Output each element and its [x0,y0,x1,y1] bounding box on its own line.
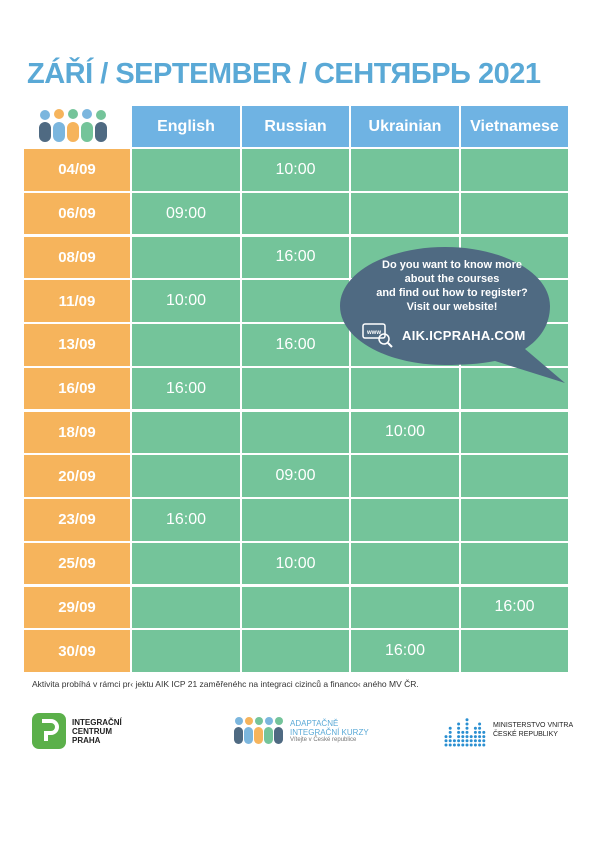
time-slot-vietnamese [461,630,568,672]
time-slot-russian [242,368,349,410]
time-slot-english: 16:00 [132,499,240,541]
time-slot-russian [242,587,349,629]
date-cell: 16/09 [24,368,130,410]
time-slot-english: 09:00 [132,193,240,235]
time-slot-vietnamese [461,412,568,454]
time-slot-ukrainian: 10:00 [351,412,459,454]
bubble-line: Visit our website! [406,301,498,313]
time-slot-ukrainian [351,499,459,541]
www-search-icon [362,322,394,348]
aik-logo-textblock [290,719,369,743]
time-slot-english [132,543,240,585]
date-cell: 18/09 [24,412,130,454]
time-slot-vietnamese [461,193,568,235]
icp-logo [32,713,122,749]
time-slot-russian: 09:00 [242,455,349,497]
time-slot-russian: 10:00 [242,149,349,191]
bubble-line: and find out how to register? [376,287,528,299]
time-slot-ukrainian [351,193,459,235]
aik-logo-text: ADAPTAČNĚ INTEGRAČNÍ KURZY [290,719,369,737]
column-header-vietnamese: Vietnamese [461,106,568,147]
time-slot-vietnamese: 16:00 [461,587,568,629]
time-slot-english [132,324,240,366]
mv-dots-icon [444,713,488,747]
icp-logo-text: INTEGRAČNÍ CENTRUM PRAHA [72,717,122,745]
aik-logo [233,716,369,746]
date-cell: 30/09 [24,630,130,672]
time-slot-russian [242,630,349,672]
column-header-english: English [132,106,240,147]
website-link-row[interactable] [362,322,526,348]
date-cell: 06/09 [24,193,130,235]
time-slot-vietnamese [461,543,568,585]
time-slot-english [132,630,240,672]
time-slot-english [132,412,240,454]
date-cell: 08/09 [24,237,130,279]
mv-logo-text: MINISTERSTVO VNITRA ČESKÉ REPUBLIKY [493,722,574,738]
mv-logo [444,713,573,747]
date-cell: 04/09 [24,149,130,191]
aik-logo-subtext: Vítejte v České republice [290,737,357,743]
svg-text:www: www [366,330,382,336]
date-cell: 11/09 [24,280,130,322]
aik-people-icon [233,716,285,746]
time-slot-english [132,149,240,191]
page-title: ZÁŘÍ / SEPTEMBER / СЕНТЯБРЬ 2021 [27,58,541,90]
time-slot-english [132,455,240,497]
bubble-line: about the courses [404,273,500,285]
icp-logo-icon [32,713,66,749]
time-slot-english: 10:00 [132,280,240,322]
time-slot-russian [242,280,349,322]
time-slot-ukrainian [351,543,459,585]
time-slot-ukrainian [351,149,459,191]
time-slot-ukrainian [351,587,459,629]
people-logo-icon [37,107,117,145]
time-slot-russian [242,193,349,235]
time-slot-english [132,587,240,629]
website-link[interactable]: AIK.ICPRAHA.COM [402,327,526,343]
footnote: Aktivita probíhá v rámci pr‹ jektu AIK ICP 21 zaměřenéhc na integraci cizinců a financo‹ aného MV ČR. [32,679,419,689]
time-slot-ukrainian [351,455,459,497]
date-cell: 25/09 [24,543,130,585]
time-slot-russian [242,412,349,454]
time-slot-russian: 10:00 [242,543,349,585]
date-cell: 29/09 [24,587,130,629]
time-slot-ukrainian: 16:00 [351,630,459,672]
date-cell: 23/09 [24,499,130,541]
time-slot-russian [242,499,349,541]
time-slot-english [132,237,240,279]
time-slot-vietnamese [461,149,568,191]
date-cell: 20/09 [24,455,130,497]
time-slot-english: 16:00 [132,368,240,410]
date-cell: 13/09 [24,324,130,366]
bubble-text [347,258,557,314]
bubble-line: Do you want to know more [382,259,522,271]
time-slot-russian: 16:00 [242,324,349,366]
time-slot-russian: 16:00 [242,237,349,279]
time-slot-vietnamese [461,499,568,541]
time-slot-vietnamese [461,455,568,497]
column-header-ukrainian: Ukrainian [351,106,459,147]
column-header-russian: Russian [242,106,349,147]
